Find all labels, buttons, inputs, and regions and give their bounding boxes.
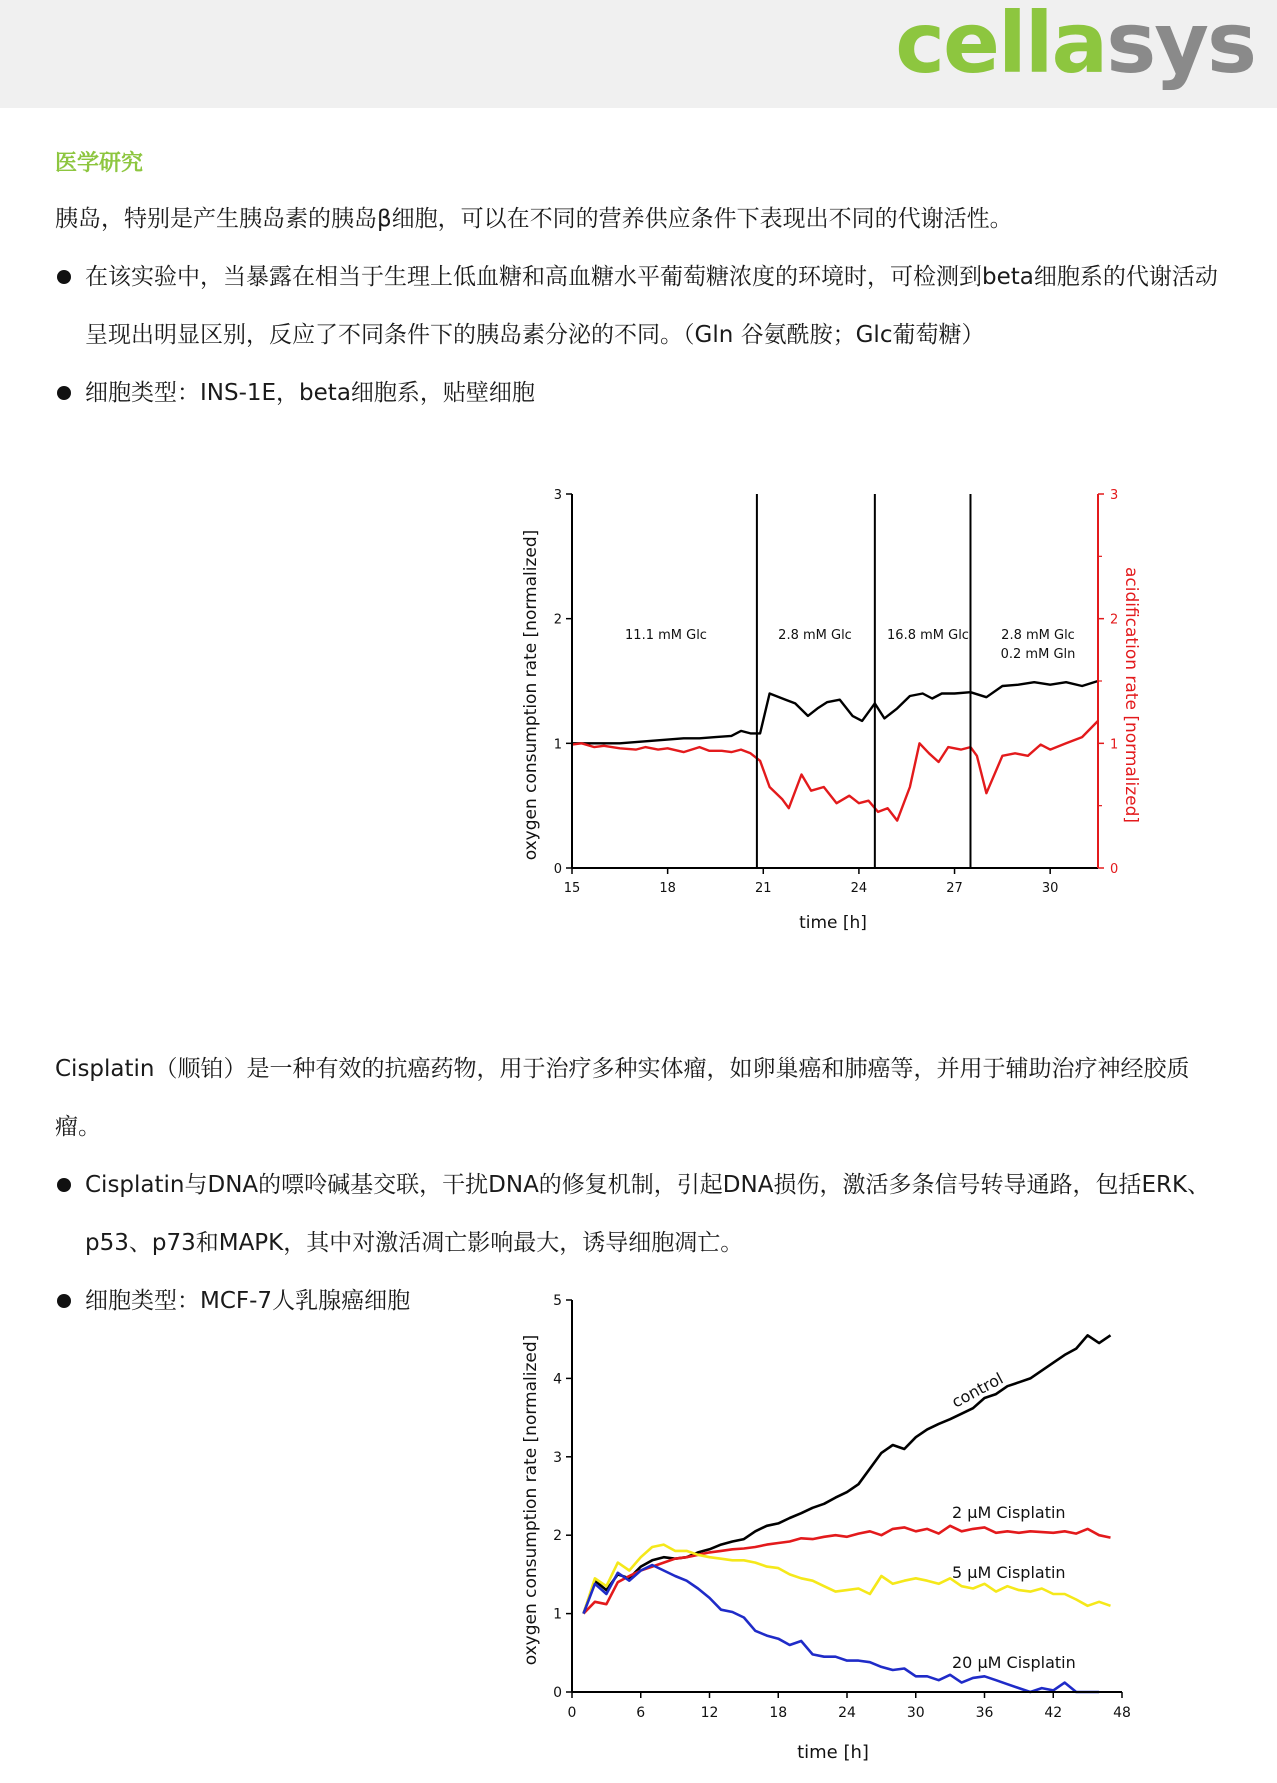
chart1-x-axis-label: time [h] bbox=[799, 913, 867, 933]
chart-cisplatin-ocr bbox=[500, 1280, 1160, 1780]
chart2-control-label: control bbox=[948, 1368, 1007, 1412]
chart2-y-tick-label: 5 bbox=[553, 1293, 562, 1309]
chart2-20um-cisplatin-line bbox=[584, 1565, 1100, 1692]
intro-paragraph-islets: 胰岛，特别是产生胰岛素的胰岛β细胞，可以在不同的营养供应条件下表现出不同的代谢活性。 bbox=[55, 206, 1013, 232]
chart2-x-tick-label: 42 bbox=[1044, 1705, 1063, 1721]
bullet-cell-type-2-text: 细胞类型：MCF-7人乳腺癌细胞 bbox=[85, 1288, 411, 1314]
chart2-y-tick-label: 2 bbox=[553, 1528, 562, 1545]
chart2-y-tick-label: 1 bbox=[553, 1606, 562, 1623]
chart2-y-tick-label: 4 bbox=[553, 1371, 562, 1388]
chart1-y-tick-label: 3 bbox=[553, 488, 562, 503]
chart1-y-tick-label: 1 bbox=[553, 737, 562, 753]
bullet-cisplatin-mechanism-text: Cisplatin与DNA的嘌呤碱基交联，干扰DNA的修复机制，引起DNA损伤，激活多条信号转导通路，包括ERK、p53、p73和MAPK，其中对激活凋亡影响最大，诱导细胞凋亡。 bbox=[85, 1172, 1211, 1256]
chart1-y-tick-label: 2 bbox=[553, 612, 562, 628]
bullet-dot bbox=[57, 1178, 71, 1192]
logo-part-sys: sys bbox=[1106, 0, 1255, 92]
chart1-y2-tick-label: 0 bbox=[1110, 862, 1119, 877]
chart2-20um-label: 20 µM Cisplatin bbox=[952, 1653, 1076, 1672]
chart1-x-tick-label: 18 bbox=[659, 881, 676, 896]
bullet-cell-type-1 bbox=[55, 364, 1235, 422]
chart1-y2-tick-label: 1 bbox=[1110, 737, 1119, 753]
chart2-y-axis-label: oxygen consumption rate [normalized] bbox=[521, 1334, 541, 1666]
cellasys-logo bbox=[895, 0, 1255, 92]
chart2-x-tick-label: 48 bbox=[1113, 1705, 1131, 1721]
chart1-phase1-label: 11.1 mM Glc bbox=[625, 628, 707, 643]
logo-part-cella: cella bbox=[895, 0, 1107, 92]
bullet-dot bbox=[57, 386, 71, 400]
chart2-x-tick-label: 30 bbox=[906, 1705, 925, 1721]
chart2-2um-label: 2 µM Cisplatin bbox=[952, 1503, 1066, 1522]
bullet-cell-type-1-text: 细胞类型：INS-1E，beta细胞系，贴壁细胞 bbox=[85, 380, 535, 406]
chart1-x-tick-label: 21 bbox=[754, 881, 772, 896]
chart2-x-tick-label: 36 bbox=[975, 1705, 994, 1721]
chart1-phase2-label: 2.8 mM Glc bbox=[778, 628, 852, 643]
chart1-y2-axis-label: acidification rate [normalized] bbox=[1121, 566, 1141, 824]
chart1-acidification-line bbox=[572, 721, 1098, 821]
cisplatin-paragraph: Cisplatin（顺铂）是一种有效的抗癌药物，用于治疗多种实体瘤，如卵巢癌和肺癌等，并用于辅助治疗神经胶质瘤。 bbox=[55, 1056, 1190, 1140]
chart1-x-tick-label: 24 bbox=[850, 881, 868, 896]
chart2-x-tick-label: 6 bbox=[636, 1705, 646, 1721]
chart1-phase4-label-line2: 0.2 mM Gln bbox=[1000, 647, 1076, 662]
bullet-dot bbox=[57, 270, 71, 284]
chart2-x-tick-label: 24 bbox=[838, 1705, 856, 1721]
chart2-y-tick-label: 3 bbox=[553, 1449, 562, 1466]
chart2-x-tick-label: 12 bbox=[700, 1705, 719, 1721]
bullet-experiment bbox=[55, 248, 1235, 364]
chart2-x-tick-label: 18 bbox=[769, 1705, 788, 1721]
chart2-y-tick-label: 0 bbox=[553, 1685, 562, 1701]
chart1-y2-tick-label: 2 bbox=[1110, 612, 1119, 628]
bullet-experiment-text: 在该实验中，当暴露在相当于生理上低血糖和高血糖水平葡萄糖浓度的环境时，可检测到beta细胞系的代谢活动呈现出明显区别，反应了不同条件下的胰岛素分泌的不同。（Gln 谷氨酰胺；Glc葡萄糖） bbox=[85, 264, 1218, 348]
chart1-y2-tick-label: 3 bbox=[1110, 488, 1119, 503]
chart1-y-axis-label: oxygen consumption rate [normalized] bbox=[521, 529, 541, 861]
chart1-x-tick-label: 30 bbox=[1041, 881, 1059, 896]
chart1-x-tick-label: 15 bbox=[563, 881, 581, 896]
chart2-x-tick-label: 0 bbox=[567, 1705, 577, 1721]
chart1-y-tick-label: 0 bbox=[553, 862, 562, 877]
chart1-phase3-label: 16.8 mM Glc bbox=[887, 628, 969, 643]
chart1-x-tick-label: 27 bbox=[946, 881, 963, 896]
chart1-phase4-label-line1: 2.8 mM Glc bbox=[1001, 628, 1075, 643]
bullet-dot bbox=[57, 1294, 71, 1308]
chart2-x-axis-label: time [h] bbox=[797, 1742, 869, 1763]
chart2-5um-label: 5 µM Cisplatin bbox=[952, 1563, 1066, 1582]
bullet-cisplatin-mechanism bbox=[55, 1156, 1235, 1272]
chart-islet-metabolism bbox=[500, 470, 1160, 950]
chart1-ocr-line bbox=[572, 681, 1098, 743]
section-title: 医学研究 bbox=[55, 151, 144, 176]
